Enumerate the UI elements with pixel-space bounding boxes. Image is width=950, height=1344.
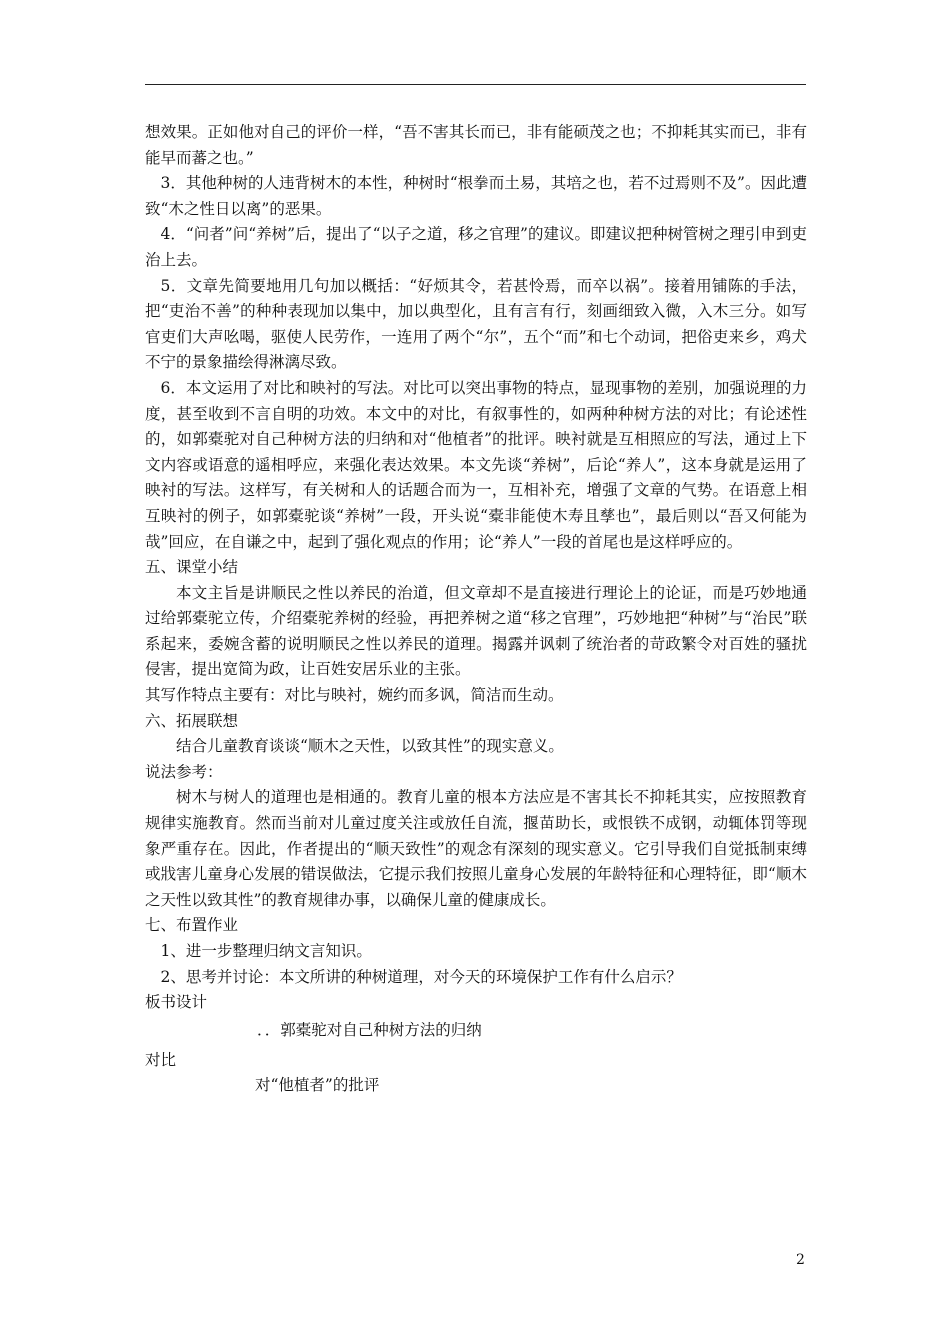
board-line-contrast: 对比 <box>145 1051 177 1069</box>
section-heading: 五、课堂小结 <box>145 558 239 577</box>
section-heading: 板书设计 <box>145 993 208 1012</box>
list-item: 2、思考并讨论：本文所讲的种树道理，对今天的环境保护工作有什么启示？ <box>160 967 682 986</box>
paragraph: 其写作特点主要有：对比与映衬，婉约而多讽，简洁而生动。 <box>145 686 564 705</box>
paragraph: 本文主旨是讲顺民之性以养民的治道，但文章却不是直接进行理论上的论证，而是巧妙地通过给郭橐驼立传，介绍橐驼养树的经验，再把养树之道“移之官理”，巧妙地把“种树”与“治民”联系起来，委婉含蓄的说明顺民之性以养民的道理。揭露并讽刺了统治者的苛政繁令对百姓的骚扰侵害，提出宽简为政，让百姓安居乐业的主张。 <box>145 583 807 679</box>
paragraph: 说法参考： <box>145 762 223 781</box>
paragraph: 想效果。正如他对自己的评价一样，“吾不害其长而已，非有能硕茂之也；不抑耗其实而已，非有能早而蕃之也。” <box>145 123 807 167</box>
section-heading: 六、拓展联想 <box>145 711 239 730</box>
paragraph: 6．本文运用了对比和映衬的写法。对比可以突出事物的特点，显现事物的差别，加强说理的力度，甚至收到不言自明的功效。本文中的对比，有叙事性的，如两种种树方法的对比；有论述性的，如郭橐驼对自己种树方法的归纳和对“他植者”的批评。映衬就是互相照应的写法，通过上下文内容或语意的遥相呼应，来强化表达效果。本文先谈“养树”，后论“养人”，这本身就是运用了映衬的写法。这样写，有关树和人的话题合而为一，互相补充，增强了文章的气势。在语意上相互映衬的例子，如郭橐驼谈“养树”一段，开头说“橐非能使木寿且孳也”，最后则以“吾又何能为哉”回应，在自谦之中，起到了强化观点的作用；论“养人”一段的首尾也是这样呼应的。 <box>145 378 807 551</box>
section-heading: 七、布置作业 <box>145 916 239 935</box>
paragraph: 结合儿童教育谈谈“顺木之天性，以致其性”的现实意义。 <box>176 737 564 756</box>
board-line-method: ．．郭橐驼对自己种树方法的归纳 <box>257 1021 482 1039</box>
paragraph: 4．“问者”问“养树”后，提出了“以子之道，移之官理”的建议。即建议把种树管树之理引申到吏治上去。 <box>145 225 807 269</box>
board-line-criticism: 对“他植者”的批评 <box>255 1076 380 1094</box>
paragraph: 树木与树人的道理也是相通的。教育儿童的根本方法应是不害其长不抑耗其实，应按照教育规律实施教育。然而当前对儿童过度关注或放任自流，揠苗助长，或恨铁不成钢，动辄体罚等现象严重存在。因此，作者提出的“顺天致性”的观念有深刻的现实意义。它引导我们自觉抵制束缚或戕害儿童身心发展的错误做法，它提示我们按照儿童身心发展的年龄特征和心理特征，即“顺木之天性以致其性”的教育规律办事，以确保儿童的健康成长。 <box>145 788 807 909</box>
list-item: 1、进一步整理归纳文言知识。 <box>160 942 372 960</box>
paragraph: 5．文章先简要地用几句加以概括：“好烦其令，若甚怜焉，而卒以祸”。接着用铺陈的手法，把“吏治不善”的种种表现加以集中，加以典型化，且有言有行，刻画细致入微，入木三分。如写官吏们大声吆喝，驱使人民劳作，一连用了两个“尔”，五个“而”和七个动词，把俗吏来乡，鸡犬不宁的景象描绘得淋漓尽致。 <box>145 276 807 372</box>
page-number: 2 <box>796 1252 805 1268</box>
document-body <box>145 120 807 1016</box>
header-rule <box>145 84 806 85</box>
paragraph: 3．其他种树的人违背树木的本性，种树时“根拳而土易，其培之也，若不过焉则不及”。因此遭致“木之性日以离”的恶果。 <box>145 174 807 218</box>
